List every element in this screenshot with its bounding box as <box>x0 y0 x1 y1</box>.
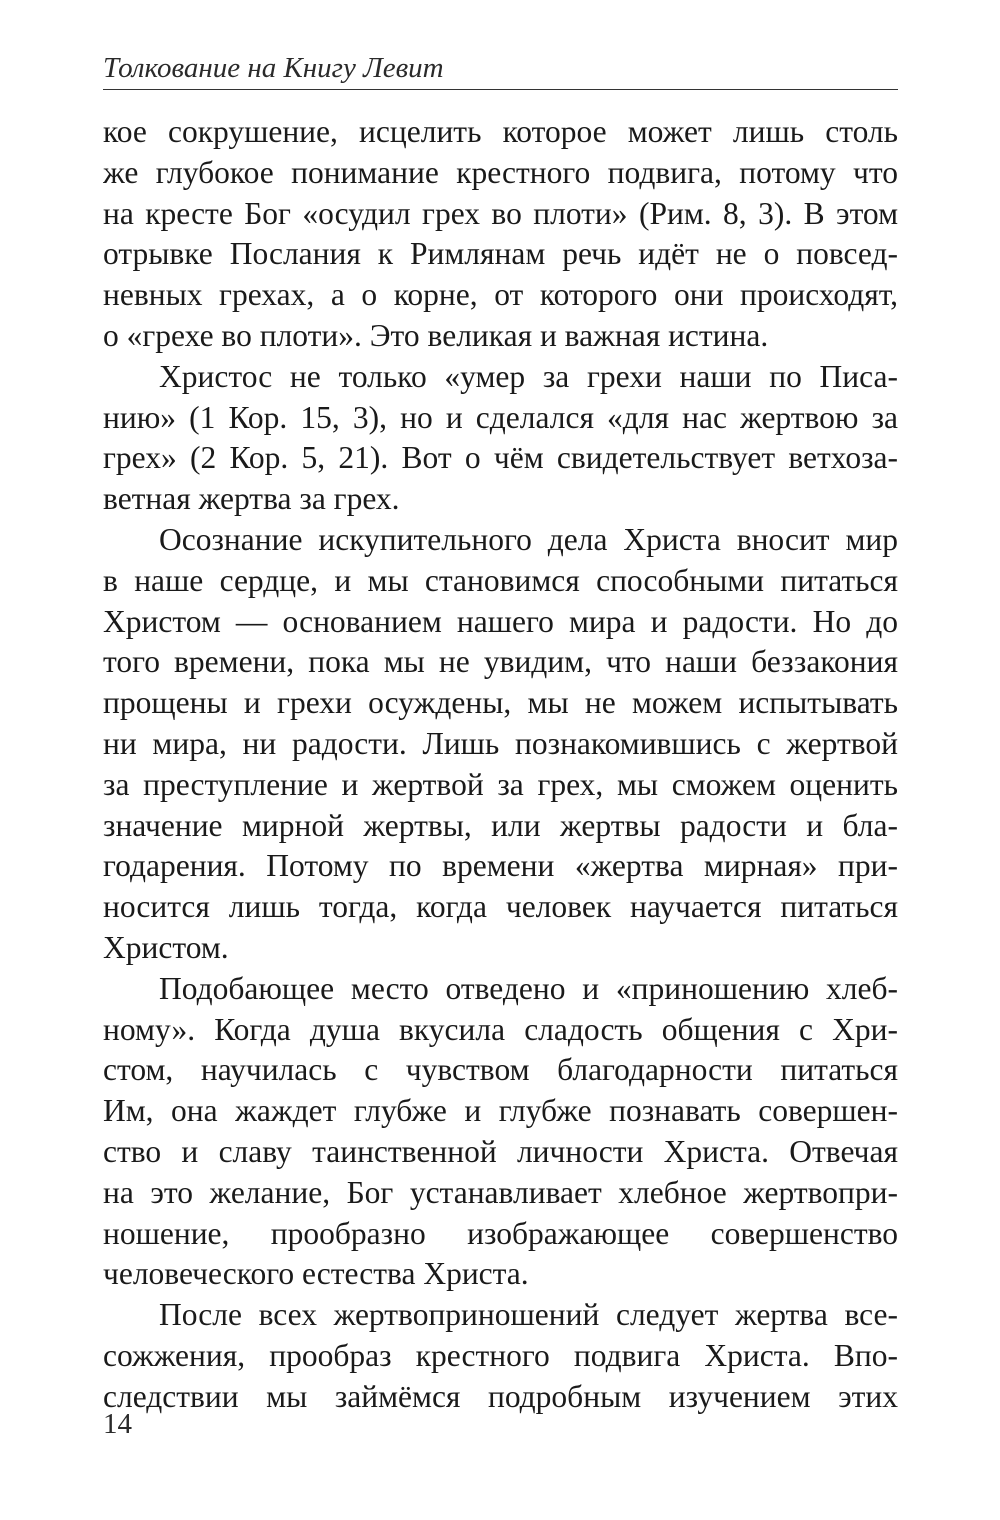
text-line: ветная жертва за грех. <box>103 481 400 517</box>
text-line: носится лишь тогда, когда человек научается питаться <box>103 889 898 925</box>
paragraph <box>103 357 898 520</box>
running-head: Толкование на Книгу Левит <box>103 52 444 84</box>
text-line: на это желание, Бог устанавливает хлебное жертвопри- <box>103 1174 898 1210</box>
text-line: ни мира, ни радости. Лишь познакомившись с жертвой <box>103 725 898 761</box>
text-line: отрывке Послания к Римлянам речь идёт не о повсед- <box>103 236 898 272</box>
text-line: Подобающее место отведено и «приношению хлеб- <box>159 970 898 1006</box>
text-line: грех» (2 Кор. 5, 21). Вот о чём свидетельствует ветхоза- <box>103 440 898 476</box>
text-line: Христом. <box>103 929 229 965</box>
text-line: человеческого естества Христа. <box>103 1256 529 1292</box>
text-line: годарения. Потому по времени «жертва мирная» при- <box>103 848 898 884</box>
text-line: ному». Когда душа вкусила сладость общения с Хри- <box>103 1011 898 1047</box>
text-line: Христос не только «умер за грехи наши по Писа- <box>159 358 898 394</box>
text-line: После всех жертвоприношений следует жертва все- <box>159 1297 898 1333</box>
header-rule <box>103 89 898 90</box>
text-line: стом, научилась с чувством благодарности питаться <box>103 1052 898 1088</box>
paragraph <box>103 520 898 969</box>
page-number: 14 <box>103 1408 132 1440</box>
text-line: за преступление и жертвой за грех, мы сможем оценить <box>103 766 898 802</box>
text-line: в наше сердце, и мы становимся способными питаться <box>103 562 898 598</box>
text-line: прощены и грехи осуждены, мы не можем испытывать <box>103 685 898 721</box>
text-line: значение мирной жертвы, или жертвы радости и бла- <box>103 807 898 843</box>
text-line: невных грехах, а о корне, от которого они происходят, <box>103 277 898 313</box>
paragraph <box>103 112 898 357</box>
text-line: ношение, прообразно изображающее совершенство <box>103 1215 898 1251</box>
text-line: Христом — основанием нашего мира и радости. Но до <box>103 603 898 639</box>
text-line: Им, она жаждет глубже и глубже познавать совершен- <box>103 1093 898 1129</box>
text-line: ство и славу таинственной личности Христа. Отвечая <box>103 1133 898 1169</box>
text-line: следствии мы займёмся подробным изучением этих <box>103 1378 898 1414</box>
text-line: кое сокрушение, исцелить которое может лишь столь <box>103 114 898 149</box>
paragraph <box>103 1295 898 1417</box>
text-line: того времени, пока мы не увидим, что наши беззакония <box>103 644 898 680</box>
text-line: о «грехе во плоти». Это великая и важная истина. <box>103 317 769 353</box>
text-line: сожжения, прообраз крестного подвига Христа. Впо- <box>103 1337 898 1373</box>
text-line: же глубокое понимание крестного подвига, потому что <box>103 154 898 190</box>
text-line: на кресте Бог «осудил грех во плоти» (Рим. 8, 3). В этом <box>103 195 898 231</box>
body-text <box>103 112 898 1418</box>
text-line: Осознание искупительного дела Христа вносит мир <box>159 521 898 557</box>
paragraph <box>103 969 898 1295</box>
text-line: нию» (1 Кор. 15, 3), но и сделался «для нас жертвою за <box>103 399 898 435</box>
